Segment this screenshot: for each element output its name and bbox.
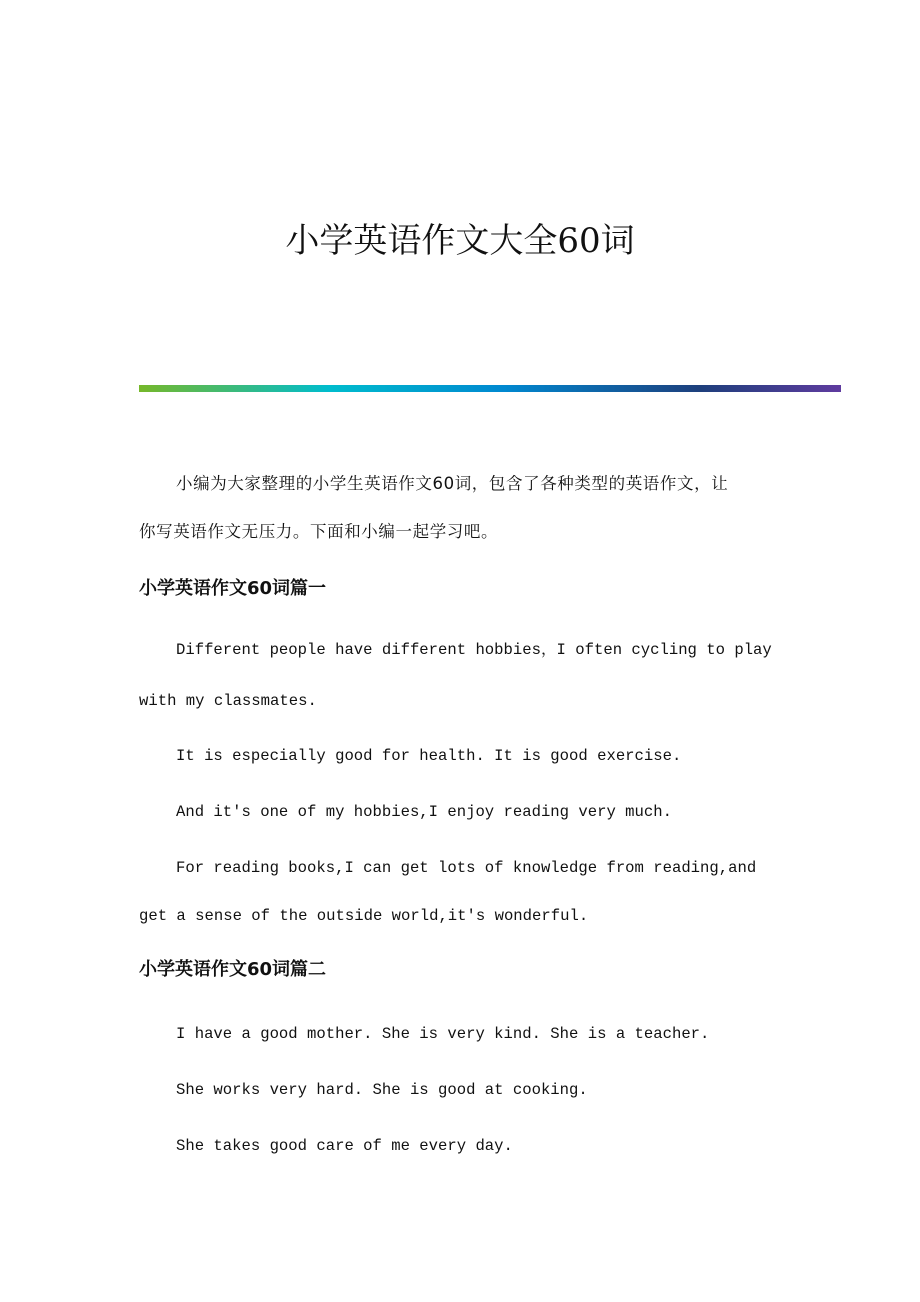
body-line: I have a good mother. She is very kind. She is a teacher. [176, 1025, 710, 1043]
document-title: 小学英语作文大全60词 [285, 221, 635, 261]
section-heading: 小学英语作文60词篇一 [139, 578, 327, 599]
body-line: It is especially good for health. It is good exercise. [176, 747, 682, 765]
body-line: Different people have different hobbies，I often cycling to play [176, 641, 772, 659]
body-line: She takes good care of me every day. [176, 1137, 513, 1155]
intro-line: 小编为大家整理的小学生英语作文60词，包含了各种类型的英语作文，让 [176, 474, 729, 493]
body-line: She works very hard. She is good at cooking. [176, 1081, 588, 1099]
intro-line: 你写英语作文无压力。下面和小编一起学习吧。 [139, 522, 499, 541]
body-line: get a sense of the outside world,it's wonderful. [139, 907, 589, 925]
body-line: And it's one of my hobbies,I enjoy reading very much. [176, 803, 672, 821]
body-line: For reading books,I can get lots of knowledge from reading,and [176, 859, 757, 877]
gradient-divider [139, 385, 841, 392]
section-heading: 小学英语作文60词篇二 [139, 959, 327, 980]
body-line: with my classmates. [139, 692, 317, 710]
